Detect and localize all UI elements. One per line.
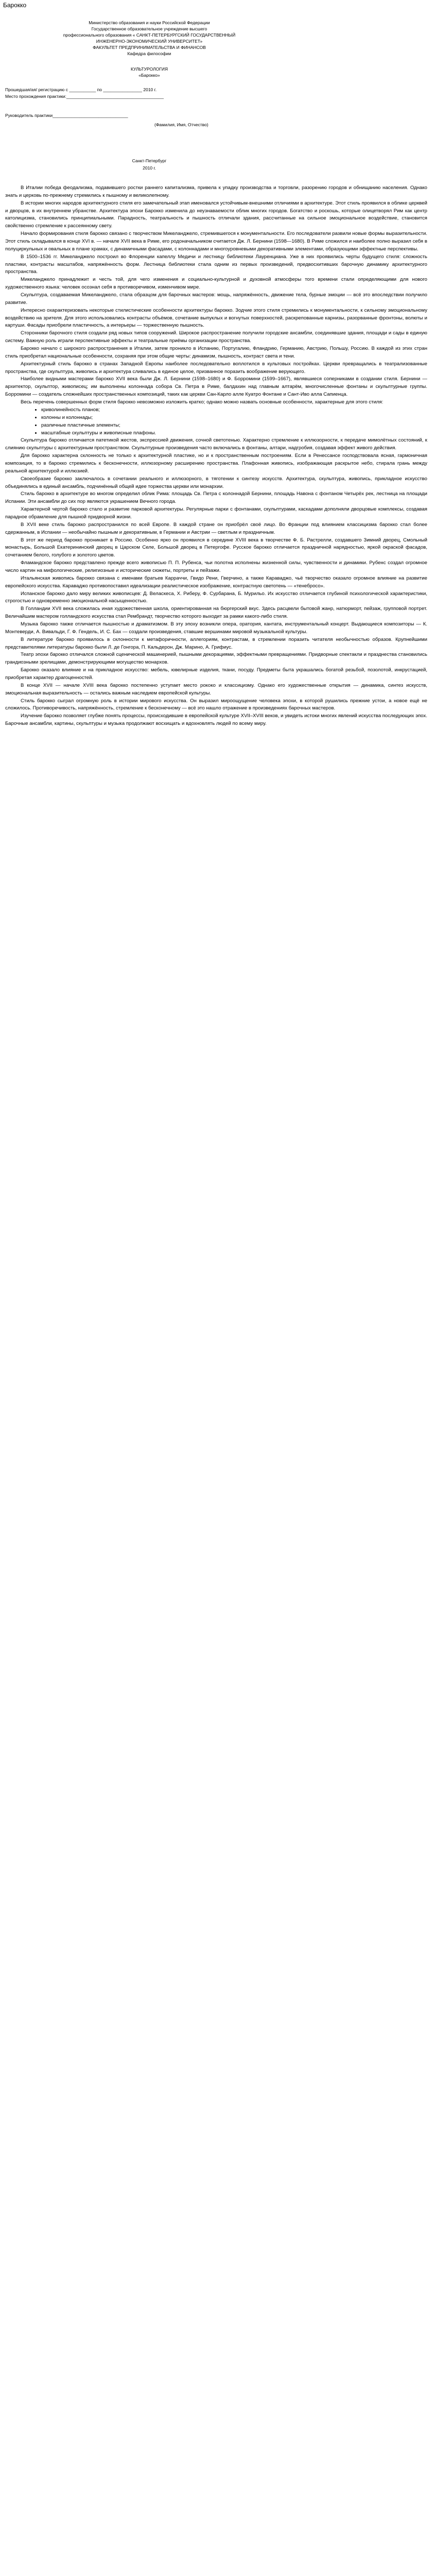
article-body [5, 184, 427, 728]
paragraph: Начало формирования стиля барокко связано с творчеством Микеланджело, стремившегося к монументальности. Его последователи развили новые формы выразительности. Этот стиль складывался в конце XVI в. — начале XVII века в Риме, его родоначальником считается Дж. Л. Бернини (1598—1680). В Риме сложился и наиболее полно выразил себя в полуциркульных и овальных в плане храмах, с динамичными фасадами, с колоннадами и многоуровневыми декоративными элементами, образующими эффектные перспективы. [5, 231, 427, 252]
paragraph: Своеобразие барокко заключалось в сочетании реального и иллюзорного, в тяготении к синтезу искусств. Архитектура, скульптура, живопись, прикладное искусство объединялись в единый ансамбль, подчинённый общей идее торжества церкви или монархии. [5, 476, 427, 489]
list-item: • различные пластичные элементы; [41, 422, 427, 430]
paragraph: Весь перечень совершенных форм стиля барокко невозможно изложить кратко; однако можно назвать основные особенности, характерные для этого стиля: [21, 399, 383, 405]
paragraph: В 1500–1536 гг. Микеланджело построил во Флоренции капеллу Медичи и лестницу библиотеки Лауренциана. Уже в них проявились черты будущего стиля: сложность пластики, контрасты масштабов, напряжённость форм. Лестница библиотеки стала одним из первых произведений, предвосхитивших барочную динамику архитектурного пространства. [5, 253, 427, 275]
paragraph: Для барокко характерна склонность не только к архитектурной пластике, но и к пространственным построениям. Если в Ренессансе господствовала ясная, гармоничная композиция, то в барокко стремились к бесконечности, иллюзорному расширению пространства. Плафонная живопись, изображающая раскрытое небо, стирала грань между реальной архитектурой и иллюзией. [5, 453, 427, 474]
faculty-line: ФАКУЛЬТЕТ ПРЕДПРИНИМАТЕЛЬСТВА И ФИНАНСОВ [93, 45, 206, 50]
paragraph: Итальянская живопись барокко связана с именами братьев Карраччи, Гвидо Рени, Гверчино, а также Караваджо, чьё творчество оказало огромное влияние на развитие европейского искусства. Караваджо противопоставил идеализации реалистическое изображение, контрастную светотень — «тенебросо». [5, 575, 427, 589]
paragraph: Театр эпохи барокко отличался сложной сценической машинерией, пышными декорациями, эффектными превращениями. Придворные спектакли и празднества становились грандиозными зрелищами, демонстрирующими могущество монархов. [5, 652, 427, 666]
paragraph: В Голландии XVII века сложилась иная художественная школа, ориентированная на бюргерский вкус. Здесь расцвели бытовой жанр, натюрморт, пейзаж, групповой портрет. Величайшим мастером голландского искусства стал Рембрандт, творчество которого выходит за рамки какого-либо стиля. [5, 606, 427, 620]
list-item: • криволинейность планов; [41, 406, 427, 414]
paragraph: Музыка барокко также отличается пышностью и драматизмом. В эту эпоху возникли опера, оратория, кантата, инструментальный концерт. Выдающиеся композиторы — К. Монтеверди, А. Вивальди, Г. Ф. Гендель, И. С. Бах — создали произведения, ставшие вершинами мировой музыкальной культуры. [5, 621, 427, 635]
institution-line-2: профессионального образования « САНКТ-ПЕТЕРБУРГСКИЙ ГОСУДАРСТВЕННЫЙ [63, 32, 236, 38]
paragraph: Барокко начало с широкого распространения в Италии, затем проникло в Испанию, Португалию, Фландрию, Германию, Австрию, Польшу, Россию. В каждой из этих стран стиль приобретал национальные особенности, сохраняя при этом общие черты: динамизм, пышность, контраст света и тени. [5, 346, 427, 359]
ministry-line: Министерство образования и науки Российской Федерации [89, 20, 210, 25]
paragraph: В этот же период барокко проникает в Россию. Особенно ярко он проявился в середине XVIII века в творчестве Ф. Б. Растрелли, создавшего Зимний дворец, Смольный монастырь, Большой Екатерининский дворец в Царском Селе, Большой дворец в Петергофе. Русское барокко отличается праздничной нарядностью, яркой окраской фасадов, сочетанием белого, голубого и золотого цветов. [5, 537, 427, 558]
paragraph: Скульптура, создаваемая Микеланджело, стала образцом для барочных мастеров: мощь, напряжённость, движение тела, бурные эмоции — всё это впоследствии получило развитие. [5, 292, 427, 306]
paragraph: Испанское барокко дало миру великих живописцев: Д. Веласкеса, Х. Риберу, Ф. Сурбарана, Б. Мурильо. Их искусство отличается глубиной психологической характеристики, строгостью и одновременно эмоциональной насыщенностью. [5, 590, 427, 604]
city-line: Санкт-Петербург [132, 158, 167, 163]
department-line: Кафедра философии [127, 51, 171, 56]
paragraph: Барокко оказало влияние и на прикладное искусство: мебель, ювелирные изделия, ткани, посуду. Предметы быта украшались богатой резьбой, позолотой, инкрустацией, приобретая характер драгоценностей. [5, 667, 427, 681]
paragraph: Архитектурный стиль барокко в странах Западной Европы наиболее последовательно воплотился в культовых постройках. Церкви превращались в театрализованные пространства, где скульптура, живопись и архитектура сливались в единое целое, призванное поразить воображение верующего. [5, 361, 427, 375]
list-item: • колонны и колоннады; [41, 414, 427, 422]
paragraph: Интересно охарактеризовать некоторые стилистические особенности архитектуры барокко. Зодчие этого стиля стремились к монументальности, к сильному эмоциональному воздействию на зрителя. Для этого использовались контрасты объёмов, сочетание выпуклых и вогнутых поверхностей, раскрепованные карнизы, разорванные фронтоны, волюты и картуши. Фасады приобрели пластичность, а интерьеры — торжественную пышность. [5, 307, 427, 329]
year-line: 2010 г. [143, 165, 156, 171]
paragraph: Скульптура барокко отличается патетикой жестов, экспрессией движения, сочной светотенью. Характерно стремление к иллюзорности, к передаче мимолётных состояний, к слиянию скульптуры с архитектурным пространством. Скульптурные произведения часто включались в фонтаны, алтари, надгробия, создавая эффект живого действия. [5, 437, 427, 451]
paragraph: В XVII веке стиль барокко распространился по всей Европе. В каждой стране он приобрёл своё лицо. Во Франции под влиянием классицизма барокко стал более сдержанным, в Испании — необычайно пышным и декоративным, в Германии и Австрии — светлым и праздничным. [5, 521, 427, 535]
practice-place-line: Место прохождения практики:________________________________________ [5, 94, 164, 99]
title-page [5, 20, 417, 182]
institution-line-3: ИНЖЕНЕРНО-ЭКОНОМИЧЕСКИЙ УНИВЕРСИТЕТ» [96, 39, 203, 44]
institution-line-1: Государственное образовательное учреждение высшего [91, 26, 207, 31]
subject-line: КУЛЬТУРОЛОГИЯ [130, 66, 168, 72]
list-item: • масштабные скульптуры и живописные плафоны. [41, 430, 427, 437]
signature-hint: (Фамилия, Имя, Отчество) [154, 122, 208, 127]
paragraph: Характерной чертой барокко стало и развитие парковой архитектуры. Регулярные парки с фонтанами, скульптурами, каскадами дополняли дворцовые комплексы, создавая парадное обрамление для пышной придворной жизни. [5, 506, 427, 520]
paragraph: В литературе барокко проявилось в склонности к метафоричности, аллегориям, контрастам, в стремлении поразить читателя необычностью образов. Крупнейшими представителями литературы барокко были Л. де Гонгора, П. Кальдерон, Дж. Марино, А. Грифиус. [5, 636, 427, 650]
paragraph: Стиль барокко в архитектуре во многом определил облик Рима: площадь Св. Петра с колоннадой Бернини, площадь Навона с фонтаном Четырёх рек, лестница на площади Испании. Эти ансамбли до сих пор являются украшением Вечного города. [5, 491, 427, 505]
page-title: Барокко [3, 2, 27, 9]
paragraph: Наиболее видными мастерами барокко XVII века были Дж. Л. Бернини (1598–1680) и Ф. Борромини (1599–1667), являвшиеся соперниками в создании стиля. Бернини — архитектор, скульптор, живописец; им выполнены колоннада собора Св. Петра в Риме, балдахин над главным алтарём, многочисленные фонтаны и скульптурные группы. Борромини — создатель сложнейших пространственных композиций, таких как церкви Сан-Карло алле Куатро Фонтане и Сант-Иво алла Сапиенца. [5, 376, 427, 398]
paragraph: В истории многих народов архитектурного стиля его замечательный этап именовался устойчивым-внешними отличиями в архитектуре. Этот стиль проявился в облике церквей и дворцов, в их внутреннем убранстве. Архитектура эпохи Барокко изменила до неузнаваемости облик многих городов. Богатство и роскошь, которые олицетворял Рим как центр католицизма, становились принципиальными. Парадность, театральность и пышность отличали здания, рассчитанные на сильное эмоциональное воздействие, становится свойственно стремление к рассеянному свету. [5, 200, 427, 229]
features-list [5, 406, 427, 437]
paragraph: Сторонники барочного стиля создали ряд новых типов сооружений. Широкое распространение получили городские ансамбли, соединявшие здания, площади и сады в единую систему. Важную роль играли перспективные эффекты и театральные приёмы организации пространства. [5, 330, 427, 344]
paragraph: Фламандское барокко представлено прежде всего живописью П. П. Рубенса, чьи полотна исполнены жизненной силы, чувственности и динамики. Рубенс создал огромное число картин на мифологические, религиозные и исторические сюжеты, портреты и пейзажи. [5, 560, 427, 573]
registration-line: Прошедшая/ая/ регистрацию с ___________ по ________________ 2010 г. [5, 87, 157, 92]
paragraph: В конце XVII — начале XVIII века барокко постепенно уступает место рококо и классицизму. Однако его художественные открытия — динамика, синтез искусств, эмоциональная выразительность — остались важным наследием европейской культуры. [5, 682, 427, 696]
paragraph: Изучение барокко позволяет глубже понять процессы, происходившие в европейской культуре XVII–XVIII веков, и увидеть истоки многих явлений искусства последующих эпох. Барочные ансамбли, картины, скульптуры и музыка продолжают восхищать и вдохновлять людей по всему миру. [5, 713, 427, 727]
paragraph: В Италии победа феодализма, подавившего ростки раннего капитализма, привела к упадку производства и торговли, разорению городов и обнищанию населения. Однако знать и церковь по-прежнему стремились к пышному и великолепному. [5, 185, 427, 198]
paragraph: Стиль барокко сыграл огромную роль в истории мирового искусства. Он выразил мироощущение человека эпохи, в которой рушились прежние устои, а новое ещё не сложилось. Противоречивость, напряжённость, стремление к бесконечному — всё это нашло отражение в произведениях барочных мастеров. [5, 698, 427, 711]
paragraph: Микеланджело принадлежит и честь той, для чего изменения и социально-культурной и духовной атмосферы того времени стали определяющими для нового художественного языка: человек осознал себя в противоречивом, изменчивом мире. [5, 277, 427, 291]
work-title: «Барокко» [138, 73, 160, 78]
supervisor-line: Руководитель практики_______________________________ [5, 113, 128, 118]
